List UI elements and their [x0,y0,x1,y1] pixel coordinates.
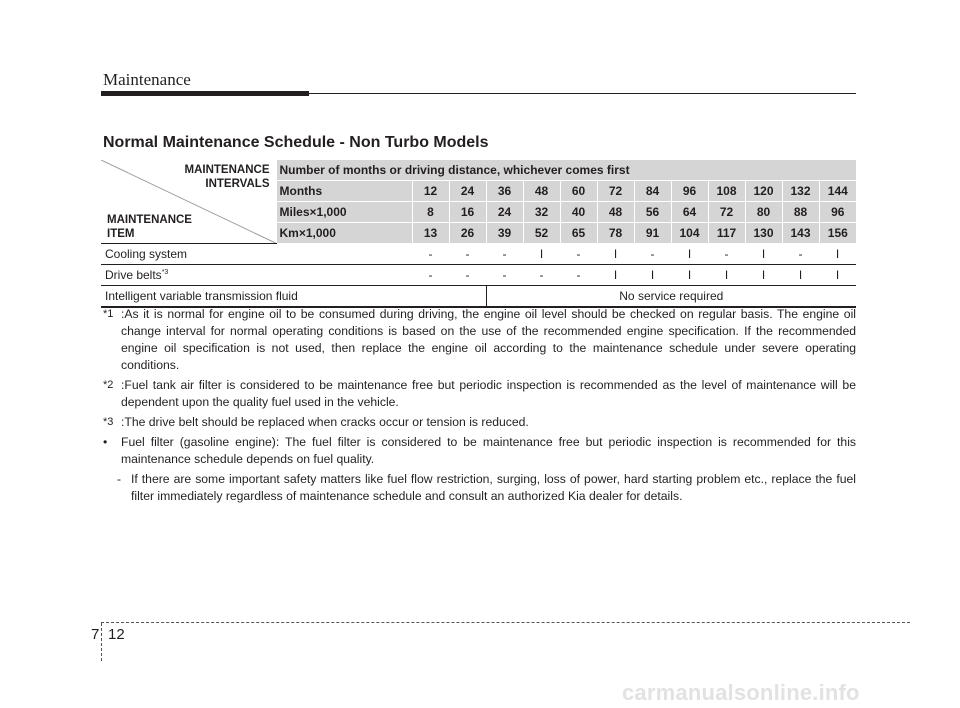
header-rule-thin [309,93,856,94]
corner-label-item: MAINTENANCE ITEM [107,214,192,240]
item-value: - [523,265,560,286]
interval-label: Km×1,000 [276,223,412,244]
footnote-marker: *2 [103,379,114,391]
item-value: I [745,244,782,265]
interval-value: 78 [597,223,634,244]
item-value: I [708,265,745,286]
footnote-text: :Fuel tank air filter is considered to be maintenance free but periodic inspection is recommended as the level of maintenance will be dependent upon the quality fuel used in the vehicle. [121,378,856,409]
interval-value: 12 [412,181,449,202]
footnote-marker: - [117,472,122,486]
interval-value: 26 [449,223,486,244]
interval-value: 32 [523,202,560,223]
page-number: 12 [108,626,125,643]
item-name-text: Intelligent variable transmission fluid [105,289,298,303]
item-name [101,286,486,308]
footnote [103,414,856,431]
footnote [103,471,856,505]
interval-value: 40 [560,202,597,223]
footnote [103,306,856,374]
interval-label: Months [276,181,412,202]
watermark: carmanualsonline.info [622,680,860,705]
footer-vertical-divider [101,623,102,661]
interval-value: 117 [708,223,745,244]
item-value: - [486,244,523,265]
interval-value: 24 [486,202,523,223]
interval-value: 24 [449,181,486,202]
item-value: I [819,265,856,286]
interval-value: 96 [819,202,856,223]
footnote-text: :The drive belt should be replaced when cracks occur or tension is reduced. [121,415,529,429]
interval-value: 144 [819,181,856,202]
item-value: - [412,244,449,265]
footnotes [103,306,856,508]
item-value: I [597,265,634,286]
footnote-text: :As it is normal for engine oil to be consumed during driving, the engine oil level should be checked on regular basis. The engine oil change interval for normal operating conditions is based on the use of the recommended engine specification. If the recommended engine oil specification is not used, then replace the engine oil according to the maintenance schedule under severe operating conditions. [121,307,856,372]
item-name [101,265,412,286]
item-value: I [671,265,708,286]
interval-value: 52 [523,223,560,244]
item-value: I [597,244,634,265]
item-value: I [523,244,560,265]
interval-value: 65 [560,223,597,244]
header-title: Maintenance [103,70,191,89]
interval-value: 48 [597,202,634,223]
footnote-mark: *3 [161,269,169,276]
item-name [101,244,412,265]
item-row [101,265,856,286]
item-name-text: Drive belts [105,268,162,282]
footnote-marker: • [103,435,108,449]
item-span-value: No service required [486,286,856,308]
header-rule-thick [101,91,309,96]
item-value: - [634,244,671,265]
interval-value: 36 [486,181,523,202]
interval-value: 8 [412,202,449,223]
chapter-number: 7 [91,626,100,643]
interval-value: 48 [523,181,560,202]
interval-value: 156 [819,223,856,244]
item-value: - [486,265,523,286]
item-name-text: Cooling system [105,247,188,261]
item-value: I [782,265,819,286]
item-value: I [671,244,708,265]
interval-value: 130 [745,223,782,244]
table-corner-cell [101,160,276,244]
maintenance-schedule-table [101,160,856,308]
item-value: I [819,244,856,265]
item-value: - [560,265,597,286]
footnote-text: Fuel filter (gasoline engine): The fuel filter is considered to be maintenance free but periodic inspection is recommended for this maintenance schedule depends on fuel quality. [121,435,856,466]
section-title: Normal Maintenance Schedule - Non Turbo Models [103,134,489,151]
interval-value: 72 [597,181,634,202]
item-value: - [412,265,449,286]
interval-value: 60 [560,181,597,202]
interval-value: 72 [708,202,745,223]
interval-value: 143 [782,223,819,244]
interval-value: 39 [486,223,523,244]
interval-value: 56 [634,202,671,223]
interval-value: 108 [708,181,745,202]
footnote [103,434,856,468]
interval-value: 88 [782,202,819,223]
item-value: - [782,244,819,265]
interval-value: 13 [412,223,449,244]
interval-span-header: Number of months or driving distance, whichever comes first [276,160,856,181]
item-value: I [745,265,782,286]
table-header-row [101,160,856,181]
footnote-text: If there are some important safety matters like fuel flow restriction, surging, loss of power, hard starting problem etc., replace the fuel filter immediately regardless of maintenance schedule and consult an authorized Kia dealer for details. [131,472,856,503]
interval-value: 16 [449,202,486,223]
interval-value: 104 [671,223,708,244]
footnote [103,377,856,411]
item-row [101,244,856,265]
item-value: I [634,265,671,286]
footnote-marker: *3 [103,416,114,428]
interval-value: 64 [671,202,708,223]
interval-value: 91 [634,223,671,244]
corner-label-intervals: MAINTENANCE INTERVALS [184,164,270,190]
footnote-marker: *1 [103,308,114,320]
footer-divider [101,622,910,623]
interval-label: Miles×1,000 [276,202,412,223]
interval-value: 96 [671,181,708,202]
interval-value: 80 [745,202,782,223]
item-row [101,286,856,308]
item-value: - [708,244,745,265]
interval-value: 132 [782,181,819,202]
item-value: - [449,265,486,286]
item-value: - [449,244,486,265]
item-value: - [560,244,597,265]
interval-value: 120 [745,181,782,202]
interval-value: 84 [634,181,671,202]
